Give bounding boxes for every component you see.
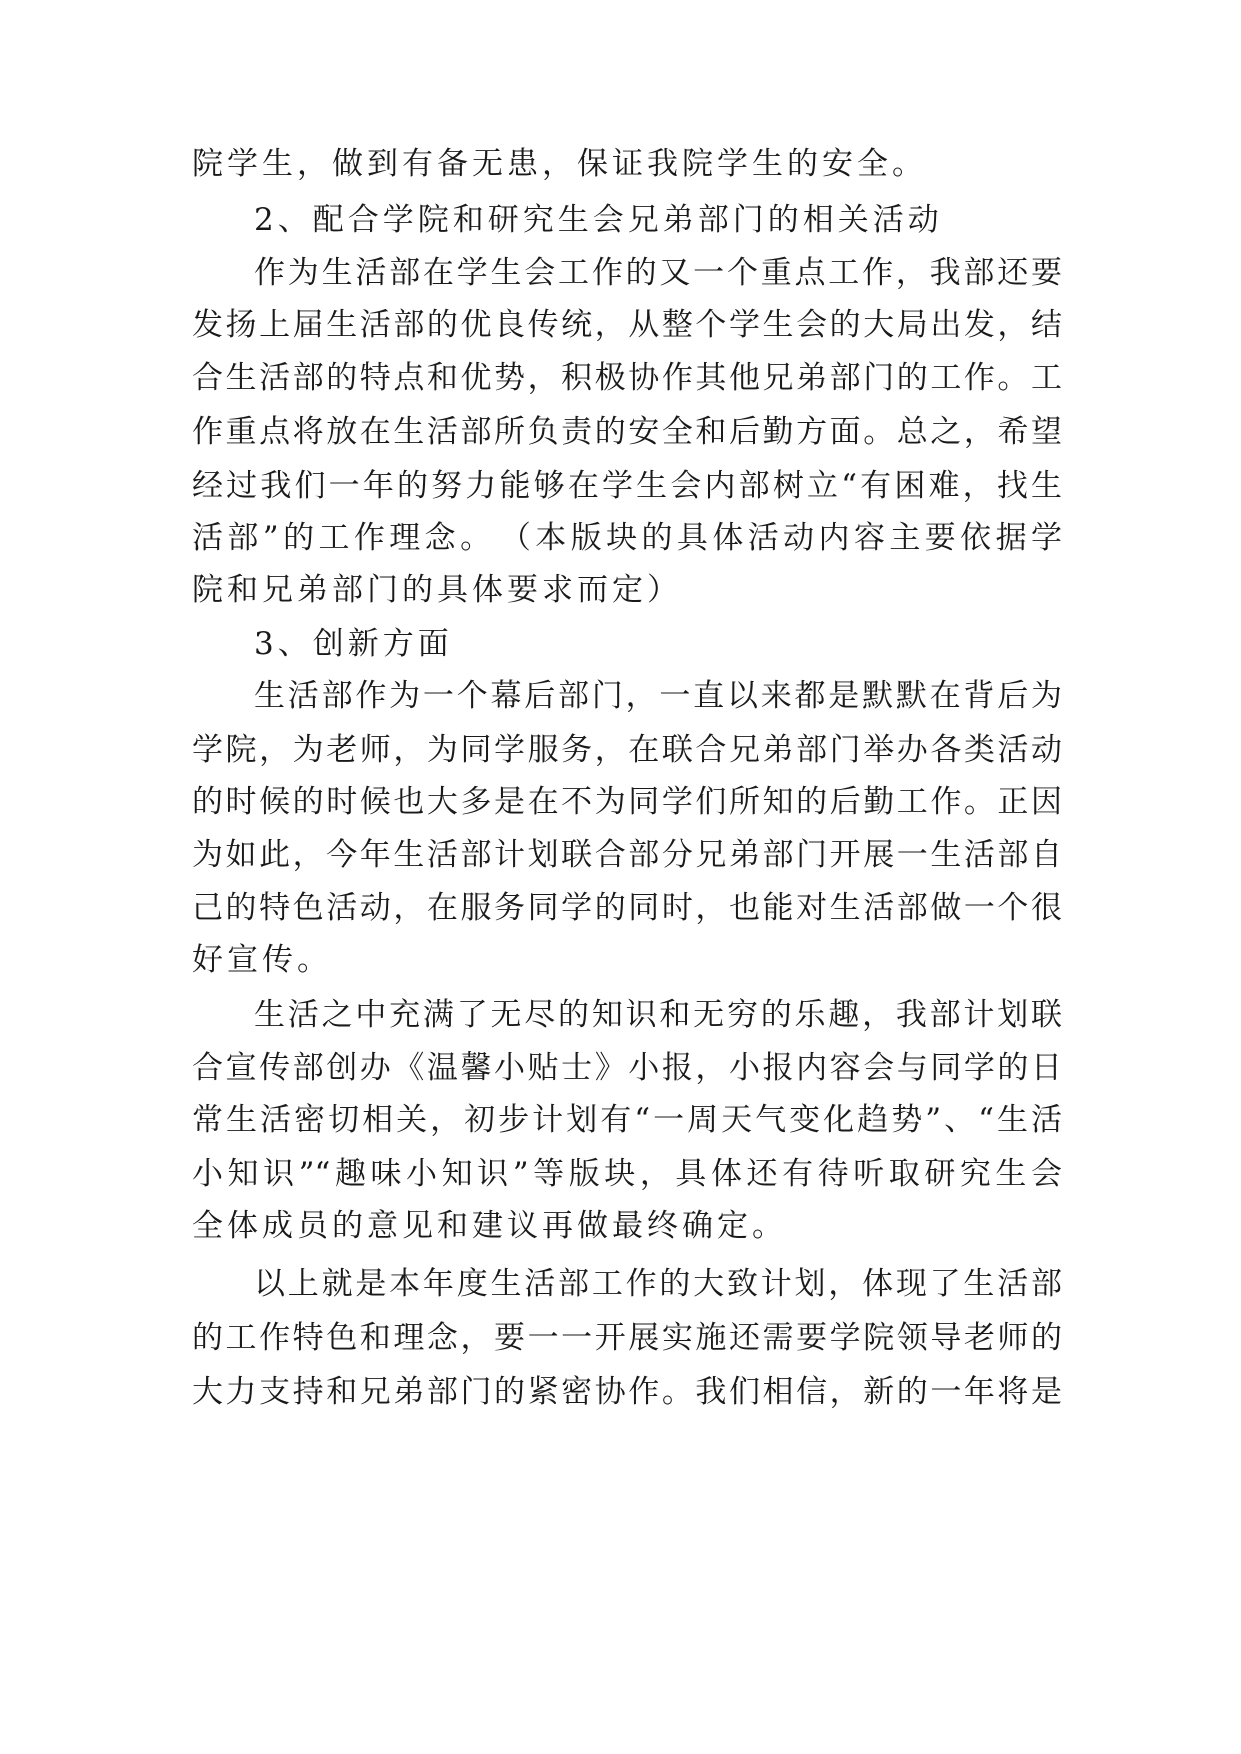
text-line: 的工作特色和理念，要一一开展实施还需要学院领导老师的 [192, 1320, 1062, 1356]
text-line: 发扬上届生活部的优良传统，从整个学生会的大局出发，结 [192, 307, 1062, 343]
text-line: 好宣传。 [192, 942, 332, 978]
text-line: 学院，为老师，为同学服务，在联合兄弟部门举办各类活动 [192, 732, 1062, 768]
text-line: 己的特色活动，在服务同学的同时，也能对生活部做一个很 [192, 890, 1062, 926]
text-line: 合生活部的特点和优势，积极协作其他兄弟部门的工作。工 [192, 360, 1062, 396]
text-line: 的时候的时候也大多是在不为同学们所知的后勤工作。正因 [192, 784, 1062, 820]
text-line: 活部”的工作理念。 （本版块的具体活动内容主要依据学 [192, 520, 1062, 556]
text-line: 院和兄弟部门的具体要求而定） [192, 572, 682, 608]
text-line: 生活之中充满了无尽的知识和无穷的乐趣，我部计划联 [254, 997, 1062, 1033]
text-line: 院学生，做到有备无患，保证我院学生的安全。 [192, 146, 927, 182]
section-heading: 3、创新方面 [254, 626, 453, 662]
text-line: 经过我们一年的努力能够在学生会内部树立“有困难，找生 [192, 468, 1062, 504]
text-line: 作为生活部在学生会工作的又一个重点工作，我部还要 [254, 255, 1062, 291]
text-line: 常生活密切相关，初步计划有“一周天气变化趋势”、“生活 [192, 1102, 1062, 1138]
text-line: 作重点将放在生活部所负责的安全和后勤方面。总之，希望 [192, 414, 1062, 450]
text-line: 小知识”“趣味小知识”等版块，具体还有待听取研究生会 [192, 1156, 1062, 1192]
section-heading: 2、配合学院和研究生会兄弟部门的相关活动 [254, 202, 943, 238]
text-line: 以上就是本年度生活部工作的大致计划，体现了生活部 [254, 1266, 1062, 1302]
text-line: 为如此，今年生活部计划联合部分兄弟部门开展一生活部自 [192, 837, 1062, 873]
text-line: 生活部作为一个幕后部门，一直以来都是默默在背后为 [254, 678, 1062, 714]
text-line: 大力支持和兄弟部门的紧密协作。我们相信，新的一年将是 [192, 1374, 1062, 1410]
text-line: 合宣传部创办《温馨小贴士》小报，小报内容会与同学的日 [192, 1050, 1062, 1086]
text-line: 全体成员的意见和建议再做最终确定。 [192, 1208, 787, 1244]
